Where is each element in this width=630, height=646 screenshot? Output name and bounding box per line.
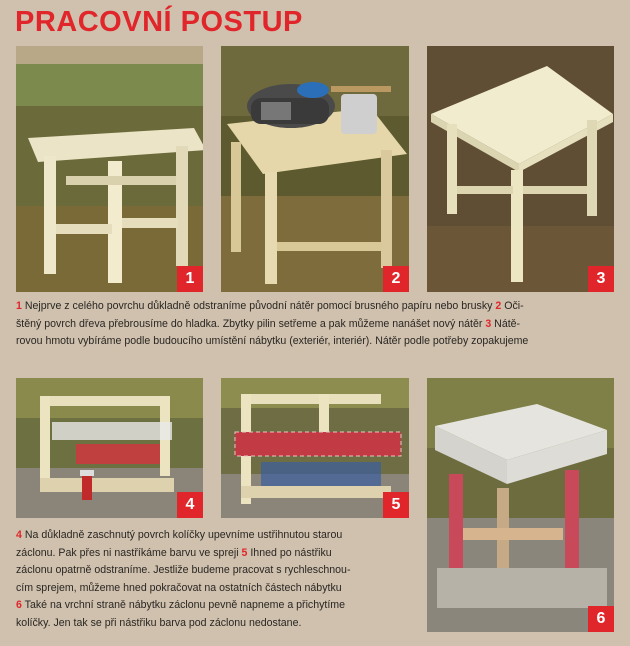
caption-text: cím sprejem, můžeme hned pokračovat na ostatních částech nábytku — [16, 581, 342, 594]
photo-badge-2: 2 — [383, 266, 409, 292]
photo-1-image — [16, 46, 203, 292]
caption-text: štěný povrch dřeva přebrousíme do hladka. Zbytky pilin setřeme a pak můžeme nanášet nový nátěr — [16, 317, 486, 330]
photo-6-image — [427, 378, 614, 632]
caption-text: rovou hmotu vybíráme podle budoucího umístění nábytku (exteriér, interiér). Nátěr podle potřeby zopakujeme — [16, 335, 529, 347]
photo-badge-6: 6 — [588, 606, 614, 632]
photo-6 — [427, 378, 614, 632]
caption-text: Nátě- — [491, 317, 521, 330]
photo-badge-5: 5 — [383, 492, 409, 518]
caption-text: kolíčky. Jen tak se při nástřiku barva pod záclonu nedostane. — [16, 616, 302, 629]
caption-bottom-line-4 — [16, 580, 421, 598]
photo-2 — [221, 46, 409, 292]
photo-1 — [16, 46, 203, 292]
caption-bottom-line-3 — [16, 562, 421, 580]
step-number: 1 — [16, 300, 22, 312]
photo-3 — [427, 46, 614, 292]
photo-3-image — [427, 46, 614, 292]
photo-badge-1: 1 — [177, 266, 203, 292]
caption-text: Oči- — [501, 300, 524, 312]
caption-text: Ihned po nástřiku — [247, 546, 332, 559]
page-title: PRACOVNÍ POSTUP — [15, 6, 303, 38]
photo-badge-3: 3 — [588, 266, 614, 292]
caption-top-line-2 — [16, 316, 616, 334]
caption-top-line-3 — [16, 333, 616, 351]
caption-text: záclonu. Pak přes ni nastříkáme barvu ve spreji — [16, 546, 242, 559]
caption-text: Také na vrchní straně nábytku záclonu pevně napneme a přichytíme — [21, 599, 346, 611]
caption-text: záclonu opatrně odstraníme. Jestliže budeme pracovat s rychleschnou- — [16, 564, 351, 576]
caption-text: Na důkladně zaschnutý povrch kolíčky upevníme ustřihnutou starou — [21, 529, 343, 541]
step-number: 3 — [485, 317, 492, 330]
caption-text: Nejprve z celého povrchu důkladně odstraníme původní nátěr pomocí brusného papíru nebo brusky — [21, 300, 496, 312]
photo-5 — [221, 378, 409, 518]
caption-bottom-line-5 — [16, 597, 421, 615]
caption-bottom-line-1 — [16, 527, 421, 545]
caption-top — [16, 298, 616, 351]
photo-4 — [16, 378, 203, 518]
step-number: 4 — [16, 529, 22, 541]
photo-4-image — [16, 378, 203, 518]
caption-bottom-line-6 — [16, 615, 421, 633]
step-number: 6 — [16, 599, 22, 611]
caption-bottom — [16, 527, 421, 632]
photo-5-image — [221, 378, 409, 518]
step-number: 2 — [495, 300, 502, 312]
caption-bottom-line-2 — [16, 545, 421, 563]
photo-2-image — [221, 46, 409, 292]
step-number: 5 — [241, 546, 248, 559]
caption-top-line-1 — [16, 298, 616, 316]
photo-badge-4: 4 — [177, 492, 203, 518]
